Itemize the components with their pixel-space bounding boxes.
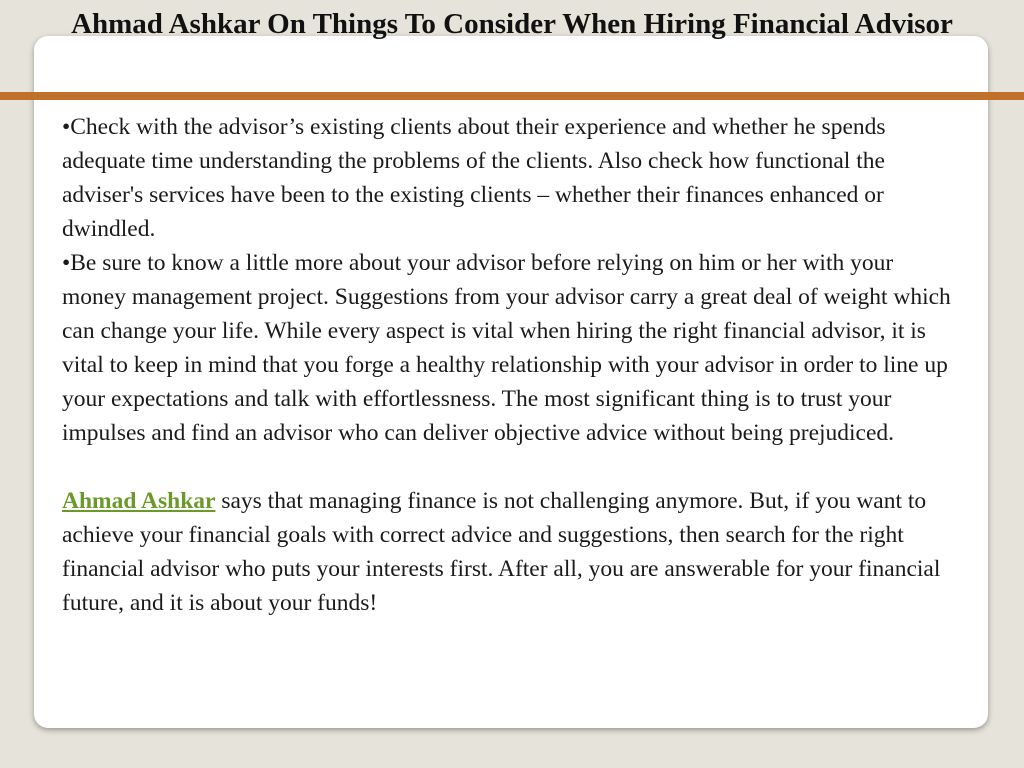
ahmad-ashkar-link[interactable]: Ahmad Ashkar xyxy=(62,488,216,514)
slide-title: Ahmad Ashkar On Things To Consider When Hiring Financial Advisor xyxy=(71,8,953,40)
closing-text: says that managing finance is not challenging anymore. But, if you want to achieve your financial goals with correct advice and suggestions, then search for the right financial advisor who puts your interests first. After all, you are answerable for your financial future, and it is about your funds! xyxy=(62,488,941,616)
bullet-client-experience: •Check with the advisor’s existing clients about their experience and whether he spends adequate time understanding the problems of the clients. Also check how functional the adviser's services have been to the existing clients – whether their finances enhanced or dwindled. xyxy=(62,114,886,242)
closing-paragraph xyxy=(62,484,962,620)
accent-divider xyxy=(0,92,1024,100)
paragraph-spacer xyxy=(62,450,962,484)
bullet-know-advisor: •Be sure to know a little more about your advisor before relying on him or her with your money management project. Suggestions from your advisor carry a great deal of weight which can change your life. While every aspect is vital when hiring the right financial advisor, it is vital to keep in mind that you forge a healthy relationship with your advisor in order to line up your expectations and talk with effortlessness. The most significant thing is to trust your impulses and find an advisor who can deliver objective advice without being prejudiced. xyxy=(62,250,951,446)
slide-body xyxy=(62,110,962,620)
